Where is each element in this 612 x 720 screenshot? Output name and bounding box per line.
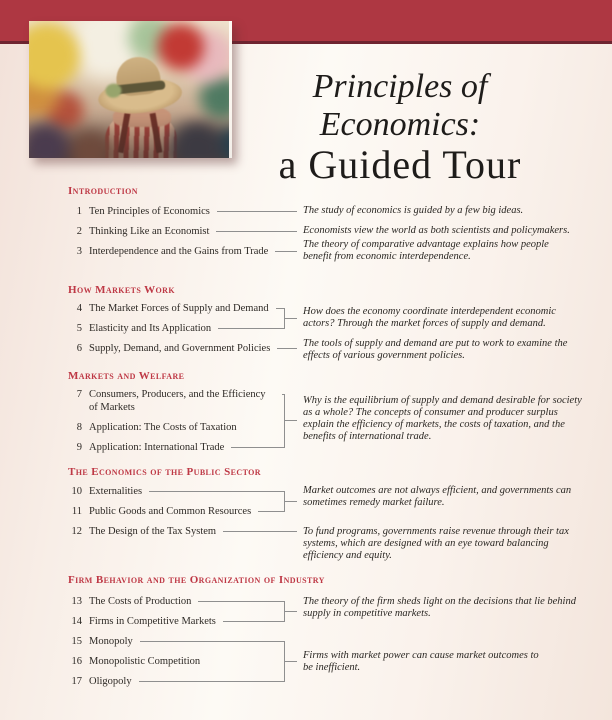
note-ch4-5: How does the economy coordinate interdependent economic actors? Through the market forces of supply and demand. — [303, 306, 556, 329]
chapter-number: 7 — [76, 389, 82, 400]
toc-row-14 — [60, 614, 285, 628]
chapter-title: Firms in Competitive Markets — [89, 615, 216, 627]
page-title — [240, 68, 560, 186]
chapter-title: The Costs of Production — [89, 595, 192, 607]
leader-line — [149, 491, 285, 492]
title-line1: Principles of Economics: — [312, 68, 488, 143]
chapter-title: The Design of the Tax System — [89, 525, 217, 537]
chapter-number: 9 — [76, 441, 82, 453]
toc-row-5 — [60, 321, 285, 335]
chapter-number: 11 — [71, 505, 82, 517]
straw-hat — [94, 53, 183, 117]
chapter-title: Oligopoly — [89, 675, 132, 687]
note-ch10-11: Market outcomes are not always efficient, and governments can sometimes remedy market failure. — [303, 485, 572, 508]
toc-row-2 — [60, 224, 297, 238]
chapter-title: The Market Forces of Supply and Demand — [89, 302, 269, 314]
bracket-stub — [285, 661, 297, 662]
chapter-title: Elasticity and Its Application — [89, 322, 212, 334]
note-ch12: To fund programs, governments raise revenue through their tax systems, which are designed with an eye toward balancing efficiency and equity. — [303, 526, 569, 561]
section-heading-introduction: Introduction — [68, 185, 138, 197]
toc-row-11 — [60, 504, 285, 518]
chapter-number: 14 — [71, 615, 82, 627]
chapter-number: 6 — [76, 342, 82, 354]
leader-line — [218, 328, 285, 329]
toc-row-9 — [60, 440, 285, 454]
note-ch13-14: The theory of the firm sheds light on the decisions that lie behind supply in competitive markets. — [303, 596, 576, 619]
chapter-number: 8 — [76, 421, 82, 433]
toc-row-3 — [60, 244, 297, 258]
leader-line — [140, 641, 285, 642]
note-ch1: The study of economics is guided by a few big ideas. — [303, 205, 524, 216]
leader-line — [216, 231, 297, 232]
toc-row-7 — [60, 388, 285, 414]
bracket-stub — [285, 611, 297, 612]
title-line2: a Guided Tour — [278, 142, 522, 187]
toc-row-16 — [60, 654, 200, 668]
toc-row-12 — [60, 524, 297, 538]
section-heading-public-sector: The Economics of the Public Sector — [68, 466, 261, 478]
chapter-number: 15 — [71, 635, 82, 647]
chapter-number: 12 — [71, 525, 82, 537]
chapter-number: 2 — [76, 225, 82, 237]
toc-row-17 — [60, 674, 285, 688]
note-ch15-17: Firms with market power can cause market outcomes to be inefficient. — [303, 650, 539, 673]
toc-row-13 — [60, 594, 285, 608]
chapter-title: Interdependence and the Gains from Trade — [89, 245, 269, 257]
section-heading-markets-and-welfare: Markets and Welfare — [68, 370, 185, 382]
chapter-number: 5 — [76, 322, 82, 334]
leader-line — [198, 601, 285, 602]
chapter-title: Public Goods and Common Resources — [89, 505, 252, 517]
chapter-number: 3 — [76, 245, 82, 257]
chapter-number: 16 — [71, 655, 82, 667]
chapter-number: 10 — [71, 485, 82, 497]
leader-line — [217, 211, 297, 212]
toc-row-15 — [60, 634, 285, 648]
bracket-stub — [285, 501, 297, 502]
section-heading-firm-behavior: Firm Behavior and the Organization of Industry — [68, 574, 325, 586]
note-ch6: The tools of supply and demand are put to work to examine the effects of various government policies. — [303, 338, 568, 361]
chapter-title: Externalities — [89, 485, 143, 497]
chapter-title: Application: International Trade — [89, 441, 225, 453]
toc-row-10 — [60, 484, 285, 498]
toc-row-6 — [60, 341, 297, 355]
chapter-title: Application: The Costs of Taxation — [89, 421, 237, 433]
toc-row-1 — [60, 204, 297, 218]
chapter-number: 17 — [71, 675, 82, 687]
cover-photo — [29, 21, 232, 158]
toc-row-8 — [60, 420, 237, 434]
leader-line — [139, 681, 285, 682]
note-ch3: The theory of comparative advantage explains how people benefit from economic interdependence. — [303, 239, 549, 262]
leader-line — [258, 511, 285, 512]
bracket-stub — [285, 420, 297, 421]
note-ch7-9: Why is the equilibrium of supply and demand desirable for society as a whole? The concepts of consumer and producer surplus explain the efficiency of markets, the costs of taxation, and the benefits of international trade. — [303, 395, 582, 442]
chapter-title: Supply, Demand, and Government Policies — [89, 342, 271, 354]
leader-line — [231, 447, 285, 448]
section-heading-how-markets-work: How Markets Work — [68, 284, 175, 296]
bracket-stub — [285, 318, 297, 319]
chapter-title: Consumers, Producers, and the Efficiency of Markets — [89, 389, 266, 413]
chapter-title: Monopoly — [89, 635, 133, 647]
chapter-number: 1 — [76, 205, 82, 217]
chapter-number: 4 — [76, 302, 82, 314]
leader-line — [275, 251, 297, 252]
chapter-title: Ten Principles of Economics — [89, 205, 210, 217]
leader-line — [277, 348, 297, 349]
leader-line — [223, 531, 297, 532]
crowd-blur — [29, 118, 232, 158]
chapter-title: Thinking Like an Economist — [89, 225, 210, 237]
chapter-number: 13 — [71, 595, 82, 607]
chapter-title: Monopolistic Competition — [89, 655, 201, 667]
toc-row-4 — [60, 301, 285, 315]
leader-line — [223, 621, 285, 622]
note-ch2: Economists view the world as both scientists and policymakers. — [303, 225, 570, 236]
